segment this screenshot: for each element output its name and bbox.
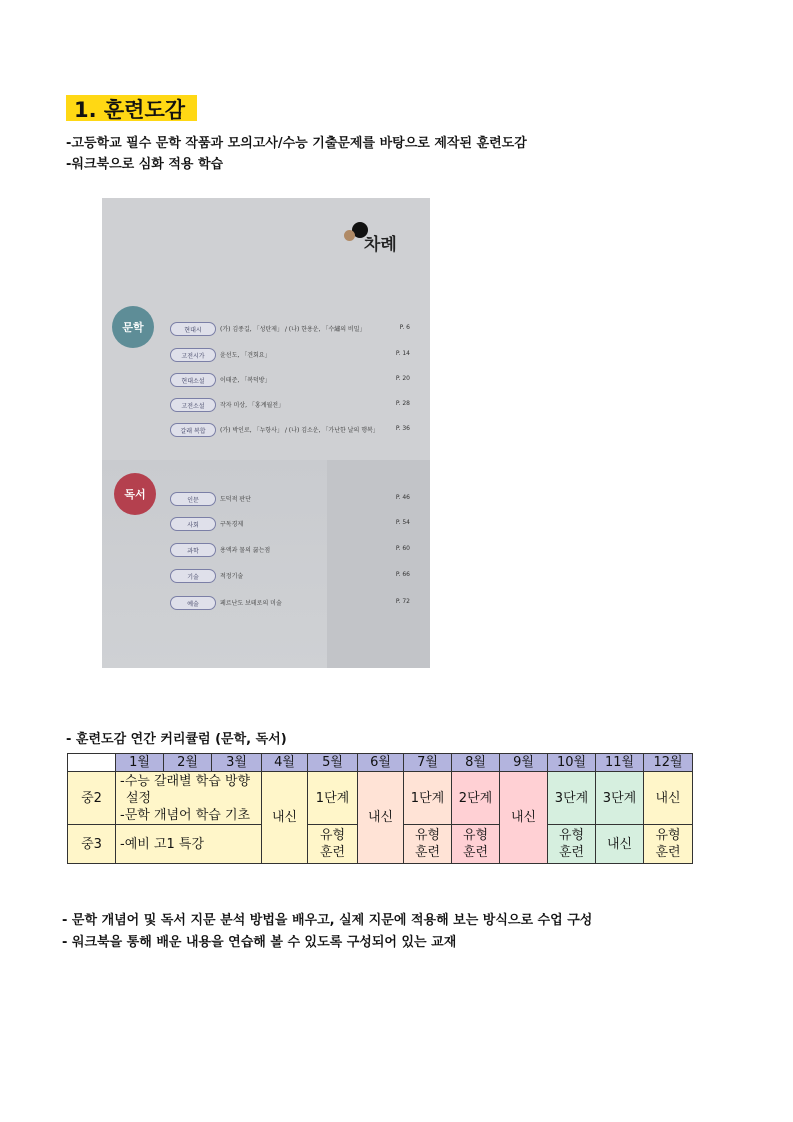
table-header-row	[68, 754, 693, 772]
cell-line: 훈련	[655, 845, 681, 860]
toc-page: P. 54	[395, 519, 410, 526]
curriculum-table	[67, 753, 693, 864]
toc-row	[170, 348, 410, 362]
jun-cell: 내신	[358, 772, 404, 864]
cell-line: 유형	[462, 828, 489, 843]
toc-desc: 페르난도 보테로의 미술	[220, 600, 282, 607]
month-header: 3월	[212, 754, 262, 772]
g2-plan-line: -문학 개념어 학습 기초	[120, 807, 251, 823]
g2-plan-line: -수능 갈래별 학습 방향	[120, 773, 251, 789]
summary-note: - 문학 개념어 및 독서 지문 분석 방법을 배우고, 실제 지문에 적용해 보는 방식으로 수업 구성	[62, 913, 593, 928]
dec-g2-cell: 내신	[644, 772, 693, 825]
month-header: 5월	[308, 754, 358, 772]
intro-bullet: -워크북으로 심화 적용 학습	[66, 157, 224, 172]
toc-desc: 이태준, 「복덕방」	[220, 377, 271, 384]
summary-note: - 워크북을 통해 배운 내용을 연습해 볼 수 있도록 구성되어 있는 교재	[62, 935, 457, 950]
cell-line: 유형	[558, 828, 585, 843]
toc-page: P. 72	[395, 598, 410, 605]
toc-row	[170, 322, 410, 336]
toc-tag: 갈래 복합	[170, 423, 216, 437]
g2-plan-line: 설정	[126, 790, 152, 806]
cell-line: 훈련	[414, 845, 441, 860]
oct-g3-cell	[548, 825, 596, 864]
jul-g2-cell: 1단계	[404, 772, 452, 825]
toc-page: P. 20	[395, 375, 410, 382]
oct-g2-cell: 3단계	[548, 772, 596, 825]
toc-tag: 인문	[170, 492, 216, 506]
aug-g3-cell	[452, 825, 500, 864]
may-g3-cell	[308, 825, 358, 864]
month-header: 11월	[596, 754, 644, 772]
toc-desc: 윤선도, 「견회요」	[220, 352, 271, 359]
month-header: 8월	[452, 754, 500, 772]
nov-g2-cell: 3단계	[596, 772, 644, 825]
cell-line: 훈련	[558, 845, 585, 860]
toc-desc: 용액과 물의 끓는점	[220, 547, 271, 554]
toc-title: 차례	[364, 235, 397, 255]
toc-row	[170, 596, 410, 610]
toc-tag: 고전시가	[170, 348, 216, 362]
month-header: 9월	[500, 754, 548, 772]
toc-row	[170, 569, 410, 583]
toc-row	[170, 423, 410, 437]
curriculum-title: - 훈련도감 연간 커리큘럼 (문학, 독서)	[66, 732, 287, 747]
toc-page: P. 28	[395, 400, 410, 407]
month-header: 6월	[358, 754, 404, 772]
g3-plan-cell: -예비 고1 특강	[116, 825, 262, 864]
grade-label: 중2	[68, 772, 116, 825]
nov-g3-cell: 내신	[596, 825, 644, 864]
toc-row	[170, 373, 410, 387]
month-header: 7월	[404, 754, 452, 772]
toc-page: P. 36	[395, 425, 410, 432]
toc-desc: 도덕적 판단	[220, 496, 251, 503]
month-header: 12월	[644, 754, 693, 772]
section-heading	[66, 95, 197, 121]
cell-line: 유형	[319, 828, 346, 843]
toc-tag: 과학	[170, 543, 216, 557]
sep-cell: 내신	[500, 772, 548, 864]
table-row	[68, 772, 693, 825]
toc-desc: 적정기술	[220, 573, 244, 580]
toc-tag: 고전소설	[170, 398, 216, 412]
toc-tag: 현대소설	[170, 373, 216, 387]
cell-line: 훈련	[319, 845, 346, 860]
aug-g2-cell: 2단계	[452, 772, 500, 825]
month-header: 4월	[262, 754, 308, 772]
header-corner	[68, 754, 116, 772]
toc-page: P. 6	[399, 324, 410, 331]
jul-g3-cell	[404, 825, 452, 864]
toc-tag: 현대시	[170, 322, 216, 336]
cell-line: 유형	[655, 828, 681, 843]
toc-desc: 작자 미상, 「홍계월전」	[220, 402, 285, 409]
toc-page: P. 46	[395, 494, 410, 501]
toc-page: P. 66	[395, 571, 410, 578]
intro-bullet: -고등학교 필수 문학 작품과 모의고사/수능 기출문제를 바탕으로 제작된 훈련도감	[66, 136, 527, 151]
toc-tag: 사회	[170, 517, 216, 531]
toc-tag: 예술	[170, 596, 216, 610]
toc-desc: (가) 김종길, 「성탄제」 / (나) 한용운, 「수繡의 비밀」	[220, 326, 366, 333]
toc-row	[170, 543, 410, 557]
dec-g3-cell	[644, 825, 693, 864]
literature-circle: 문학	[112, 306, 154, 348]
toc-tag: 기술	[170, 569, 216, 583]
grade-label: 중3	[68, 825, 116, 864]
section-title: 1. 훈련도감	[74, 98, 186, 122]
month-header: 10월	[548, 754, 596, 772]
cell-line: 유형	[414, 828, 441, 843]
g2-plan-cell	[116, 772, 262, 825]
textbook-toc-photo	[102, 198, 430, 668]
toc-row	[170, 492, 410, 506]
month-header: 2월	[164, 754, 212, 772]
reading-circle: 독서	[114, 473, 156, 515]
toc-desc: 구독경제	[220, 521, 244, 528]
toc-page: P. 14	[395, 350, 410, 357]
apr-cell: 내신	[262, 772, 308, 864]
toc-row	[170, 517, 410, 531]
toc-row	[170, 398, 410, 412]
cell-line: 훈련	[462, 845, 489, 860]
speech-bubble-icon	[344, 230, 355, 241]
month-header: 1월	[116, 754, 164, 772]
toc-desc: (가) 박인로, 「누항사」 / (나) 김소운, 「가난한 날의 행복」	[220, 427, 379, 434]
may-g2-cell: 1단계	[308, 772, 358, 825]
toc-page: P. 60	[395, 545, 410, 552]
